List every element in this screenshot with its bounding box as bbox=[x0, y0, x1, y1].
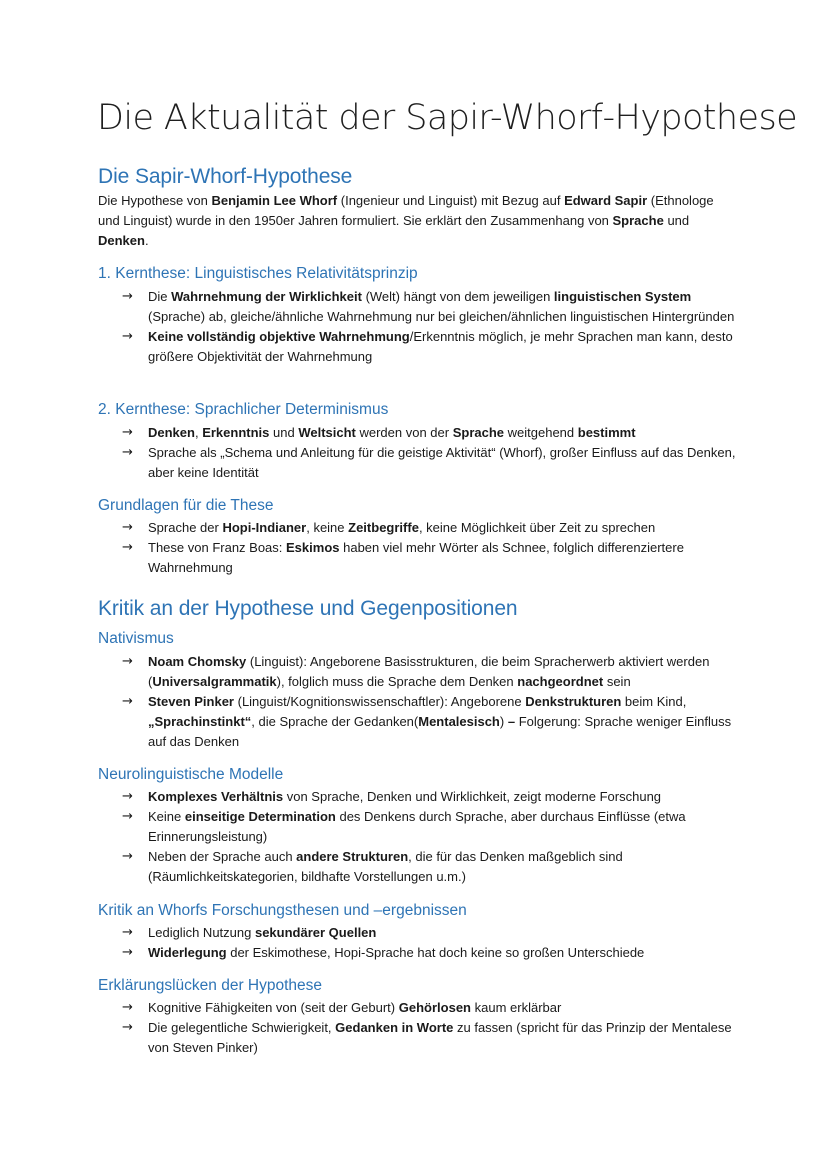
bold-term: Denken bbox=[148, 425, 195, 440]
subsection-heading: Erklärungslücken der Hypothese bbox=[98, 977, 323, 994]
subsection-heading: Kritik an Whorfs Forschungsthesen und –ergebnissen bbox=[98, 902, 467, 919]
list-item: → Denken, Erkenntnis und Weltsicht werden von der Sprache weitgehend bestimmt bbox=[98, 423, 738, 443]
page-title: Die Aktualität der Sapir-Whorf-Hypothese bbox=[97, 98, 798, 138]
bold-term: „Sprachinstinkt“ bbox=[148, 714, 252, 729]
bold-term: Keine vollständig objektive Wahrnehmung bbox=[148, 329, 410, 344]
bold-term: Wahrnehmung der Wirklichkeit bbox=[171, 289, 362, 304]
list-item: → Widerlegung der Eskimothese, Hopi-Sprache hat doch keine so großen Unterschiede bbox=[98, 943, 738, 963]
bullet-list bbox=[98, 652, 738, 752]
bold-term: Steven Pinker bbox=[148, 694, 234, 709]
bold-term: Gedanken in Worte bbox=[335, 1020, 454, 1035]
bold-term: andere Strukturen bbox=[296, 849, 409, 864]
subsection-heading: Neurolinguistische Modelle bbox=[98, 766, 284, 783]
bold-term: Mentalesisch bbox=[418, 714, 500, 729]
arrow-right-icon: → bbox=[122, 654, 133, 669]
arrow-right-icon: → bbox=[122, 694, 133, 709]
arrow-right-icon: → bbox=[122, 945, 133, 960]
bold-term: – bbox=[507, 714, 516, 729]
list-item: → Noam Chomsky (Linguist): Angeborene Basisstrukturen, die beim Spracherwerb aktiviert werden (Universalgrammatik), folglich muss die Sprache dem Denken nachgeordnet sein bbox=[122, 654, 710, 689]
list-item: → Die gelegentliche Schwierigkeit, Gedanken in Worte zu fassen (spricht für das Prinzip der Mentalese von Steven Pinker) bbox=[122, 1020, 732, 1055]
list-item: → Neben der Sprache auch andere Strukturen, die für das Denken maßgeblich sind (Räumlichkeitskategorien, bildhafte Vorstellungen u.m.) bbox=[122, 849, 623, 884]
subsection-heading: 1. Kernthese: Linguistisches Relativitätsprinzip bbox=[98, 265, 418, 282]
bold-term: Sprache bbox=[612, 213, 664, 228]
bold-term: Erkenntnis bbox=[202, 425, 270, 440]
arrow-right-icon: → bbox=[122, 1000, 133, 1015]
bold-term: Edward Sapir bbox=[564, 193, 648, 208]
arrow-right-icon: → bbox=[122, 540, 133, 555]
arrow-right-icon: → bbox=[122, 425, 133, 440]
bold-term: Gehörlosen bbox=[398, 1000, 471, 1015]
list-item: → Sprache der Hopi-Indianer, keine Zeitbegriffe, keine Möglichkeit über Zeit zu sprechen bbox=[98, 518, 738, 538]
arrow-right-icon: → bbox=[122, 445, 133, 460]
intro-paragraph: Die Hypothese von Benjamin Lee Whorf (Ingenieur und Linguist) mit Bezug auf Edward Sapir (Ethnologe und Linguist) wurde in den 1950er Jahren formuliert. Sie erklärt den Zusammenhang von Sprache und Denken. bbox=[98, 193, 714, 248]
subsection-heading: 2. Kernthese: Sprachlicher Determinismus bbox=[98, 401, 389, 418]
bullet-list bbox=[98, 923, 738, 963]
arrow-right-icon: → bbox=[122, 329, 133, 344]
bold-term: Noam Chomsky bbox=[148, 654, 247, 669]
arrow-right-icon: → bbox=[122, 1020, 133, 1035]
bold-term: einseitige Determination bbox=[184, 809, 336, 824]
bold-term: Komplexes Verhältnis bbox=[148, 789, 284, 804]
arrow-right-icon: → bbox=[122, 789, 133, 804]
arrow-right-icon: → bbox=[122, 520, 133, 535]
bold-term: Denken bbox=[98, 233, 145, 248]
bullet-list bbox=[98, 518, 738, 578]
bold-term: nachgeordnet bbox=[517, 674, 604, 689]
bold-term: bestimmt bbox=[577, 425, 636, 440]
list-item: → Sprache als „Schema und Anleitung für die geistige Aktivität“ (Whorf), großer Einfluss auf das Denken, aber keine Identität bbox=[122, 445, 736, 480]
bold-term: Eskimos bbox=[286, 540, 340, 555]
bold-term: Weltsicht bbox=[298, 425, 356, 440]
bold-term: Denkstrukturen bbox=[525, 694, 622, 709]
subsection-heading: Nativismus bbox=[98, 630, 174, 647]
bullet-list bbox=[98, 998, 738, 1058]
bold-term: Universalgrammatik bbox=[152, 674, 277, 689]
bold-term: Hopi-Indianer bbox=[222, 520, 307, 535]
section-heading: Kritik an der Hypothese und Gegenpositionen bbox=[98, 597, 518, 620]
bullet-list bbox=[98, 287, 738, 367]
arrow-right-icon: → bbox=[122, 925, 133, 940]
bullet-list bbox=[98, 787, 738, 887]
list-item: → Keine vollständig objektive Wahrnehmung/Erkenntnis möglich, je mehr Sprachen man kann, desto größere Objektivität der Wahrnehmung bbox=[122, 329, 733, 364]
list-item: → Komplexes Verhältnis von Sprache, Denken und Wirklichkeit, zeigt moderne Forschung bbox=[98, 787, 738, 807]
bold-term: linguistischen System bbox=[553, 289, 692, 304]
bold-term: Zeitbegriffe bbox=[348, 520, 419, 535]
bold-term: Widerlegung bbox=[148, 945, 227, 960]
list-item: → Kognitive Fähigkeiten von (seit der Geburt) Gehörlosen kaum erklärbar bbox=[98, 998, 738, 1018]
bold-term: Benjamin Lee Whorf bbox=[211, 193, 338, 208]
bold-term: Sprache bbox=[452, 425, 505, 440]
list-item: → These von Franz Boas: Eskimos haben viel mehr Wörter als Schnee, folglich differenziertere Wahrnehmung bbox=[122, 540, 684, 575]
section-heading: Die Sapir-Whorf-Hypothese bbox=[98, 165, 353, 188]
bullet-list bbox=[98, 423, 738, 483]
list-item: → Lediglich Nutzung sekundärer Quellen bbox=[98, 923, 738, 943]
list-item: → Die Wahrnehmung der Wirklichkeit (Welt) hängt von dem jeweiligen linguistischen System (Sprache) ab, gleiche/ähnliche Wahrnehmung nur bei gleichen/ähnlichen linguistischen Hintergründen bbox=[122, 289, 735, 324]
arrow-right-icon: → bbox=[122, 849, 133, 864]
subsection-heading: Grundlagen für die These bbox=[98, 497, 274, 514]
list-item: → Keine einseitige Determination des Denkens durch Sprache, aber durchaus Einflüsse (etwa Erinnerungsleistung) bbox=[122, 809, 686, 844]
bold-term: sekundärer Quellen bbox=[254, 925, 377, 940]
arrow-right-icon: → bbox=[122, 289, 133, 304]
list-item: → Steven Pinker (Linguist/Kognitionswissenschaftler): Angeborene Denkstrukturen beim Kind, „Sprachinstinkt“, die Sprache der Gedanken(Mentalesisch) – Folgerung: Sprache weniger Einfluss auf das Denken bbox=[122, 694, 732, 749]
arrow-right-icon: → bbox=[122, 809, 133, 824]
